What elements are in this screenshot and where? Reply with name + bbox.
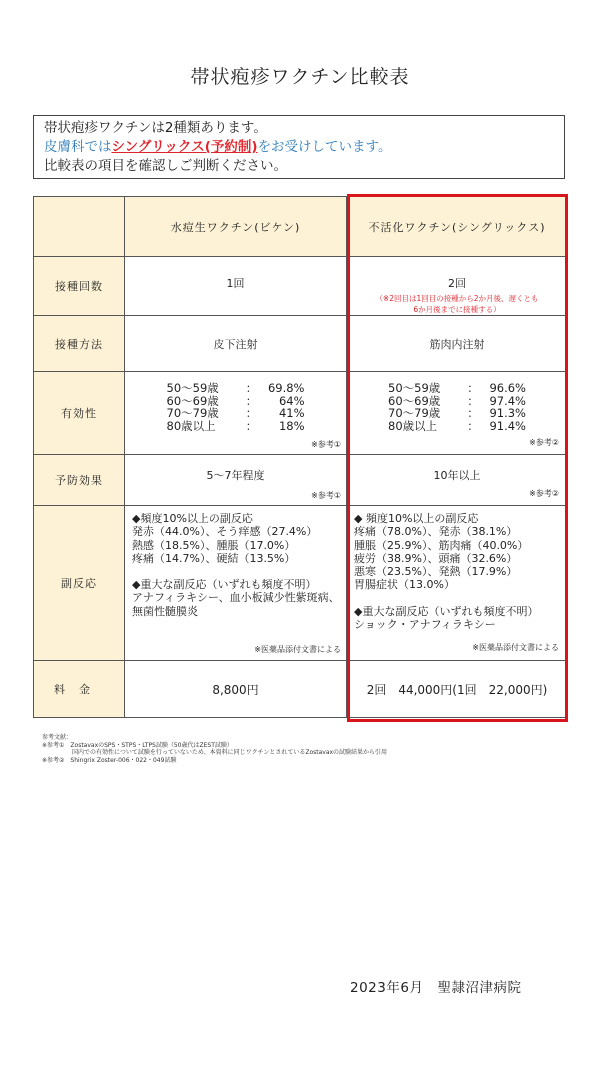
- dose-note-1: （※2回目は1回目の接種から2か月後、遅くとも: [375, 294, 539, 303]
- live-side-effects-source: ※医薬品添付文書による: [254, 644, 341, 654]
- efficacy-row: 60～69歳 ： 97.4%: [388, 393, 526, 408]
- row-side-effects: [34, 506, 568, 661]
- efficacy-row: 50～59歳 ： 69.8%: [166, 381, 305, 395]
- efficacy-row: 70～79歳 ： 91.3%: [388, 406, 526, 420]
- live-duration-ref: ※参考①: [311, 491, 341, 500]
- dose-note-2: 6か月後までに接種する）: [413, 305, 501, 314]
- side-effect-line: 悪寒（23.5%）、発熱（17.9%）: [354, 565, 518, 579]
- side-effect-line: アナフィラキシー、血小板減少性紫斑病、: [132, 591, 340, 605]
- comparison-table: [33, 196, 568, 718]
- label-side-effects: 副反応: [34, 506, 125, 661]
- side-effect-line: ◆頻度10%以上の副反応: [132, 512, 253, 525]
- inactive-side-effects-cell: [347, 506, 568, 661]
- side-effect-line: 胃腸症状（13.0%）: [354, 578, 455, 592]
- page-title: 帯状疱疹ワクチン比較表: [190, 66, 410, 88]
- reference-line: 国内での有効性について試験を行っていないため、本資料に同じワクチンとされているZostavaxの試験結果から引用: [42, 749, 388, 757]
- side-effect-line: 疼痛（14.7%）、硬結（13.5%）: [132, 551, 296, 565]
- inactive-side-effects-source: ※医薬品添付文書による: [472, 642, 559, 652]
- side-effect-line: ◆ 頻度10%以上の副反応: [354, 512, 479, 525]
- side-effect-line: 発赤（44.0%）、そう痒感（27.4%）: [132, 525, 318, 539]
- side-effect-line: ◆重大な副反応（いずれも頻度不明）: [354, 604, 539, 618]
- efficacy-row: 50～59歳 ： 96.6%: [388, 381, 526, 395]
- reference-line: 参考文献：: [42, 734, 73, 741]
- live-efficacy-cell: [125, 372, 347, 455]
- header-live-vaccine: 水痘生ワクチン(ビケン): [125, 197, 347, 257]
- row-efficacy: [34, 372, 568, 455]
- inactive-doses-cell: [347, 257, 568, 316]
- intro-line-3: 比較表の項目を確認しご判断ください。: [44, 158, 287, 174]
- table-header-row: [34, 197, 568, 257]
- label-efficacy: 有効性: [34, 372, 125, 455]
- live-method: 皮下注射: [125, 316, 347, 372]
- efficacy-row: 60～69歳 ： 64%: [166, 393, 305, 408]
- label-method: 接種方法: [34, 316, 125, 372]
- efficacy-row: 80歳以上 ： 91.4%: [388, 418, 526, 433]
- intro-line-2-prefix: 皮膚科では: [44, 139, 112, 155]
- intro-line-1: 帯状疱疹ワクチンは2種類あります。: [44, 120, 267, 136]
- live-duration: 5～7年程度: [206, 469, 265, 482]
- intro-line-2: [44, 138, 554, 157]
- row-doses: [34, 257, 568, 316]
- header-inactive-vaccine: 不活化ワクチン(シングリックス): [347, 197, 568, 257]
- live-efficacy-ref: ※参考①: [311, 440, 341, 449]
- inactive-efficacy-ref: ※参考②: [529, 438, 559, 447]
- inactive-price: 2回 44,000円(1回 22,000円): [347, 661, 568, 718]
- side-effect-spacer: [354, 592, 567, 605]
- live-efficacy-list: [167, 382, 305, 432]
- inactive-efficacy-list: [388, 382, 526, 432]
- reference-line: ※参考① ZostavaxのSPS・STPS・LTPS試験（50歳代はZEST試験）: [42, 741, 233, 749]
- inactive-doses: 2回: [448, 277, 466, 290]
- side-effect-line: ショック・アナフィラキシー: [354, 618, 496, 632]
- inactive-duration-cell: [347, 455, 568, 506]
- side-effect-line: 無菌性髄膜炎: [132, 604, 198, 618]
- reference-line: ※参考② Shingrix Zoster-006・022・049試験: [42, 756, 177, 764]
- efficacy-row: 80歳以上 ： 18%: [166, 418, 305, 433]
- intro-box: [33, 115, 565, 179]
- shingrix-highlight: シングリックス(予約制): [111, 139, 258, 155]
- label-price: 料金: [34, 661, 125, 718]
- live-price: 8,800円: [125, 661, 347, 718]
- row-price: [34, 661, 568, 718]
- inactive-efficacy-cell: [347, 372, 568, 455]
- live-doses: 1回: [125, 257, 347, 316]
- side-effect-line: 熱感（18.5%）、腫脹（17.0%）: [132, 538, 296, 552]
- label-doses: 接種回数: [34, 257, 125, 316]
- side-effect-spacer: [132, 565, 346, 578]
- references: [42, 734, 387, 764]
- row-method: [34, 316, 568, 372]
- side-effect-line: 疲労（38.9%）、頭痛（32.6%）: [354, 551, 518, 565]
- side-effect-line: ◆重大な副反応（いずれも頻度不明）: [132, 578, 317, 592]
- label-duration: 予防効果: [34, 455, 125, 506]
- side-effect-line: 疼痛（78.0%）、発赤（38.1%）: [354, 525, 518, 539]
- header-corner: [34, 197, 125, 257]
- footer-date-hospital: 2023年6月 聖隷沼津病院: [350, 980, 522, 996]
- inactive-duration: 10年以上: [433, 469, 481, 482]
- inactive-method: 筋肉内注射: [347, 316, 568, 372]
- efficacy-row: 70～79歳 ： 41%: [166, 406, 305, 420]
- side-effect-line: 腫脹（25.9%）、筋肉痛（40.0%）: [354, 538, 529, 552]
- row-duration: [34, 455, 568, 506]
- live-duration-cell: [125, 455, 347, 506]
- intro-line-2-suffix: をお受けしています。: [257, 139, 392, 155]
- inactive-duration-ref: ※参考②: [529, 489, 559, 498]
- live-side-effects-cell: [125, 506, 347, 661]
